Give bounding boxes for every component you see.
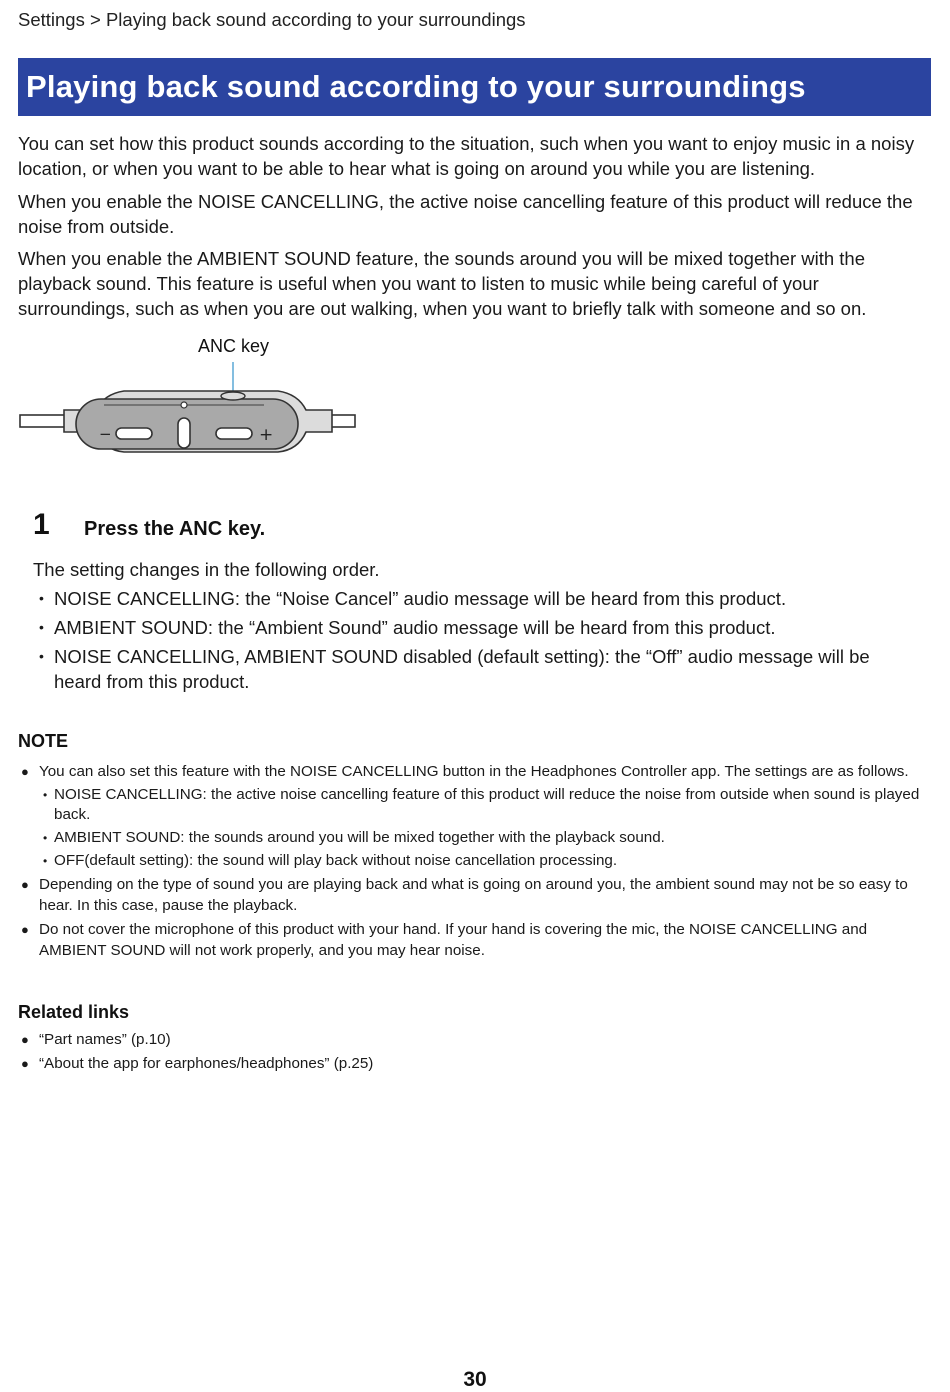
related-links-list bbox=[18, 1029, 373, 1077]
anc-key-callout-label: ANC key bbox=[198, 336, 270, 356]
cable-left bbox=[20, 415, 66, 427]
note-heading: NOTE bbox=[18, 731, 69, 751]
step-intro: The setting changes in the following order. bbox=[33, 559, 380, 580]
note-item: ● You can also set this feature with the NOISE CANCELLING button in the Headphones Controller app. The settings are as follows. • NOISE CANCELLING: the active noise cancelling feature of this product will reduce the noise from outside when sound is played back. • AMBIENT SOUND: the sounds around you will be mixed together with the playback sound. • OFF(default setting): the sound will play back without noise cancellation processing. bbox=[18, 761, 933, 871]
step-number: 1 bbox=[33, 508, 50, 541]
note-sub-list bbox=[39, 785, 933, 871]
related-link-item: ● “About the app for earphones/headphones” (p.25) bbox=[21, 1055, 374, 1072]
page-title: Playing back sound according to your surroundings bbox=[26, 69, 806, 104]
note-list bbox=[18, 761, 933, 964]
list-item: • NOISE CANCELLING: the “Noise Cancel” audio message will be heard from this product. bbox=[39, 588, 787, 609]
note-item: ● Depending on the type of sound you are playing back and what is going on around you, the ambient sound may not be so easy to hear. In this case, pause the playback. bbox=[21, 876, 908, 914]
multi-function-button bbox=[178, 418, 190, 448]
anc-key bbox=[221, 392, 245, 400]
note-sub-item: • OFF(default setting): the sound will play back without noise cancellation processing. bbox=[43, 852, 618, 869]
note-item: ● Do not cover the microphone of this product with your hand. If your hand is covering the mic, the NOISE CANCELLING and AMBIENT SOUND will not work properly, and you may hear noise. bbox=[21, 921, 868, 959]
list-item: • AMBIENT SOUND: the “Ambient Sound” audio message will be heard from this product. bbox=[39, 617, 776, 638]
intro-paragraph-1: You can set how this product sounds according to the situation, such when you want to enjoy music in a noisy location, or when you want to be able to hear what is going on around you while you are listening. bbox=[18, 133, 915, 179]
breadcrumb-current: Playing back sound according to your surroundings bbox=[105, 9, 526, 30]
cable-right bbox=[331, 415, 355, 427]
breadcrumb-separator: > bbox=[90, 9, 101, 30]
list-item: • NOISE CANCELLING, AMBIENT SOUND disabled (default setting): the “Off” audio message will be heard from this product. bbox=[39, 646, 870, 692]
microphone-hole bbox=[181, 402, 187, 408]
remote-control-illustration bbox=[18, 358, 358, 458]
volume-up-button bbox=[216, 428, 252, 439]
intro-paragraph-2: When you enable the NOISE CANCELLING, the active noise cancelling feature of this product will reduce the noise from outside. bbox=[18, 191, 913, 237]
volume-down-button bbox=[116, 428, 152, 439]
minus-icon: − bbox=[99, 425, 112, 443]
page-title-bar bbox=[18, 58, 931, 116]
breadcrumb-settings-link[interactable]: Settings bbox=[18, 9, 85, 30]
related-links-heading: Related links bbox=[18, 1002, 130, 1022]
step-setting-order-list bbox=[33, 586, 918, 698]
note-sub-item: • NOISE CANCELLING: the active noise cancelling feature of this product will reduce the noise from outside when sound is played back. bbox=[43, 786, 920, 823]
app-info-link[interactable]: “About the app for earphones/headphones” (p.25) bbox=[39, 1055, 374, 1072]
plus-icon: + bbox=[259, 425, 274, 445]
intro-paragraph-3: When you enable the AMBIENT SOUND feature, the sounds around you will be mixed together with the playback sound. This feature is useful when you want to listen to music while being careful of your surroundings, such as when you are out walking, when you want to briefly talk with someone and so on. bbox=[18, 248, 867, 319]
step-title: Press the ANC key. bbox=[84, 518, 266, 540]
remote-control-figure bbox=[18, 336, 358, 466]
related-link-item: ● “Part names” (p.10) bbox=[21, 1031, 171, 1048]
page-number: 30 bbox=[463, 1368, 487, 1391]
note-sub-item: • AMBIENT SOUND: the sounds around you will be mixed together with the playback sound. bbox=[43, 829, 665, 846]
breadcrumb bbox=[18, 9, 526, 31]
part-names-link[interactable]: “Part names” (p.10) bbox=[39, 1031, 171, 1048]
